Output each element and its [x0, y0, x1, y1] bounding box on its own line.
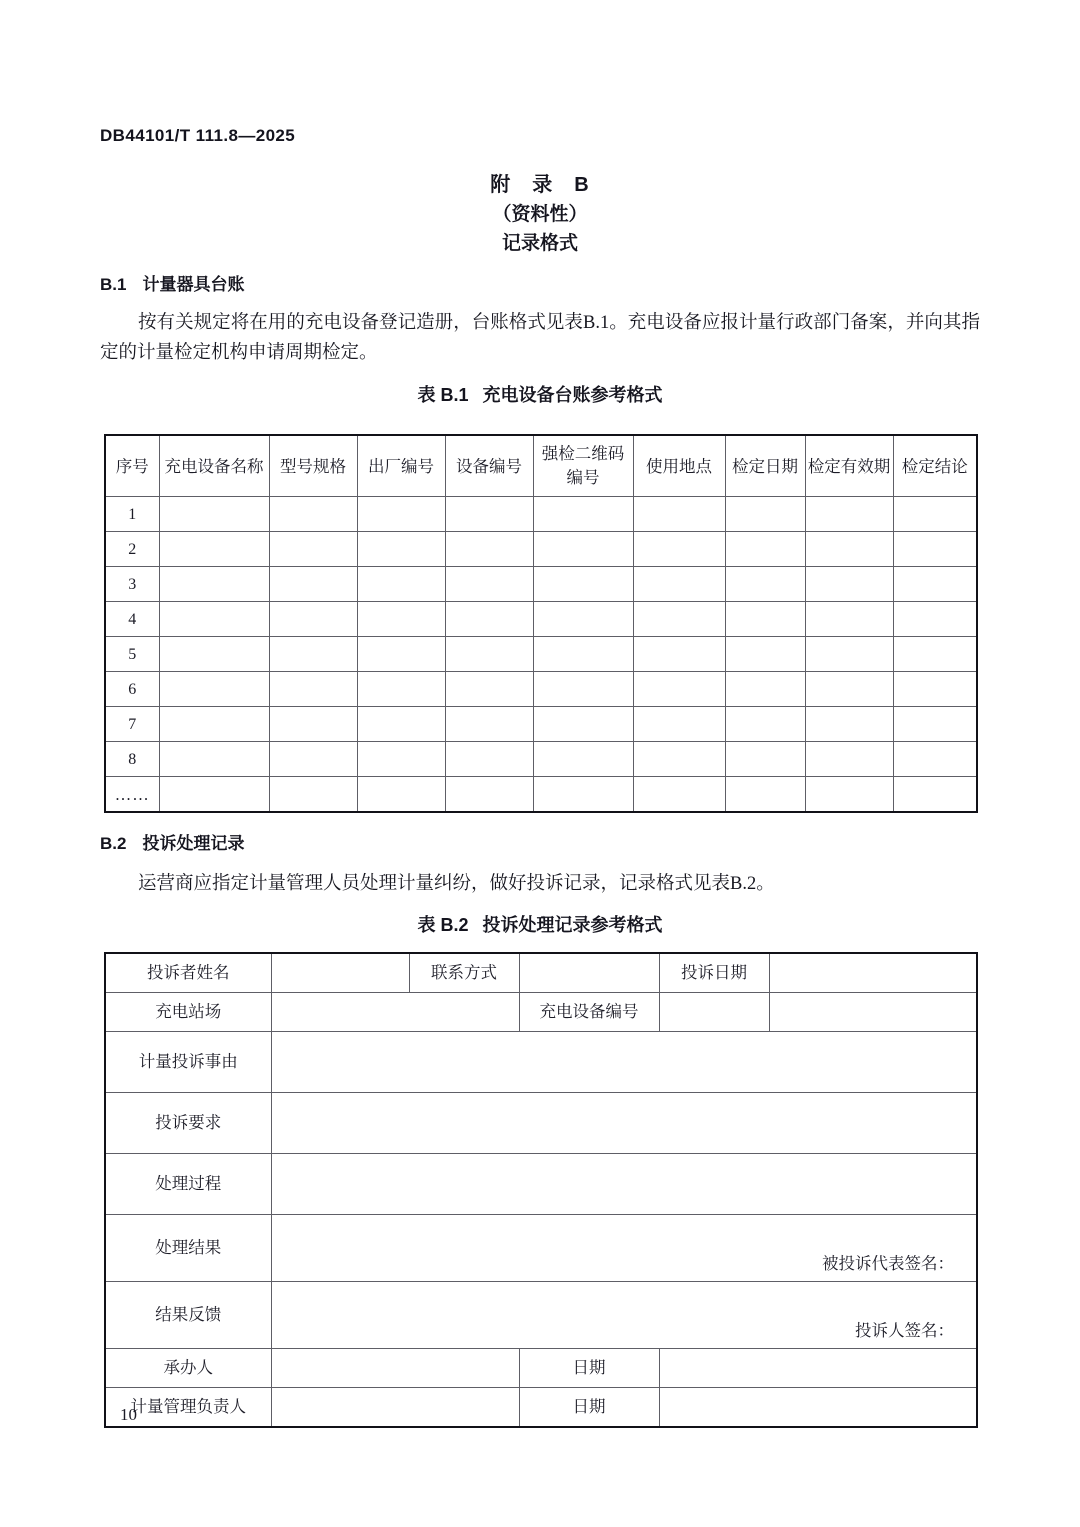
cell-device-name[interactable] [159, 707, 269, 742]
label-feedback: 结果反馈 [105, 1282, 271, 1349]
complaint-process-row [105, 1154, 977, 1215]
cell-verify-date[interactable] [725, 497, 805, 532]
cell-factory-no[interactable] [357, 777, 445, 813]
cell-location[interactable] [633, 707, 725, 742]
table-b1-caption-title: 充电设备台账参考格式 [482, 385, 663, 405]
cell-location[interactable] [633, 602, 725, 637]
cell-verify-date[interactable] [725, 707, 805, 742]
row-index: 4 [105, 602, 159, 637]
cell-factory-no[interactable] [357, 707, 445, 742]
row-index: 7 [105, 707, 159, 742]
clause-number-b1: B.1 [100, 275, 127, 294]
value-manager-date[interactable] [659, 1388, 977, 1428]
cell-qr-code-no[interactable] [533, 497, 633, 532]
table-row [105, 602, 977, 637]
cell-validity[interactable] [805, 532, 893, 567]
value-device-no[interactable] [659, 993, 769, 1032]
cell-validity[interactable] [805, 672, 893, 707]
cell-model-spec[interactable] [269, 602, 357, 637]
value-device-no-extra[interactable] [769, 993, 977, 1032]
table-b2-caption-label: 表 B.2 [417, 915, 469, 935]
cell-device-name[interactable] [159, 672, 269, 707]
complaint-result-row [105, 1215, 977, 1282]
cell-validity[interactable] [805, 602, 893, 637]
col-header-conclusion: 检定结论 [893, 435, 977, 497]
cell-validity[interactable] [805, 497, 893, 532]
annex-title-block [0, 170, 1080, 259]
cell-verify-date[interactable] [725, 672, 805, 707]
complaint-reason-row [105, 1032, 977, 1093]
cell-device-name[interactable] [159, 742, 269, 777]
page-number: 10 [120, 1405, 137, 1424]
col-header-verify-date: 检定日期 [725, 435, 805, 497]
value-manager[interactable] [271, 1388, 519, 1428]
value-contact[interactable] [519, 953, 659, 993]
handler-row [105, 1349, 977, 1388]
cell-qr-code-no[interactable] [533, 567, 633, 602]
cell-validity[interactable] [805, 637, 893, 672]
cell-location[interactable] [633, 637, 725, 672]
cell-device-name[interactable] [159, 532, 269, 567]
table-row [105, 742, 977, 777]
cell-model-spec[interactable] [269, 672, 357, 707]
cell-conclusion[interactable] [893, 497, 977, 532]
annex-name: 记录格式 [501, 233, 578, 254]
cell-validity[interactable] [805, 707, 893, 742]
table-row [105, 532, 977, 567]
manager-row [105, 1388, 977, 1428]
complaint-feedback-row [105, 1282, 977, 1349]
label-station: 充电站场 [105, 993, 271, 1032]
cell-conclusion[interactable] [893, 707, 977, 742]
col-header-index: 序号 [105, 435, 159, 497]
value-process[interactable] [271, 1154, 977, 1215]
cell-verify-date[interactable] [725, 602, 805, 637]
label-manager: 计量管理负责人 [105, 1388, 271, 1428]
complaint-record-table [104, 952, 978, 1428]
cell-model-spec[interactable] [269, 742, 357, 777]
clause-title-b1: 计量器具台账 [142, 275, 245, 294]
cell-location[interactable] [633, 532, 725, 567]
cell-device-no[interactable] [445, 777, 533, 813]
paragraph-b2: 运营商应指定计量管理人员处理计量纠纷，做好投诉记录，记录格式见表B.2。 [138, 874, 775, 894]
cell-model-spec[interactable] [269, 707, 357, 742]
value-station[interactable] [271, 993, 519, 1032]
cell-factory-no[interactable] [357, 532, 445, 567]
cell-device-no[interactable] [445, 742, 533, 777]
col-header-factory-no: 出厂编号 [357, 435, 445, 497]
label-request: 投诉要求 [105, 1093, 271, 1154]
col-header-qr-line1: 强检二维码 [541, 444, 625, 463]
cell-model-spec[interactable] [269, 777, 357, 813]
cell-model-spec[interactable] [269, 637, 357, 672]
cell-location[interactable] [633, 742, 725, 777]
paragraph-b1: 按有关规定将在用的充电设备登记造册，台账格式见表B.1。充电设备应报计量行政部门备案，并向其指定的计量检定机构申请周期检定。 [100, 313, 980, 363]
table-row [105, 637, 977, 672]
cell-device-no[interactable] [445, 637, 533, 672]
label-complaint-date: 投诉日期 [659, 953, 769, 993]
cell-location[interactable] [633, 497, 725, 532]
value-handler-date[interactable] [659, 1349, 977, 1388]
col-header-device-no: 设备编号 [445, 435, 533, 497]
label-manager-date: 日期 [519, 1388, 659, 1428]
cell-qr-code-no[interactable] [533, 777, 633, 813]
value-complainant-name[interactable] [271, 953, 409, 993]
label-handler: 承办人 [105, 1349, 271, 1388]
cell-conclusion[interactable] [893, 602, 977, 637]
cell-verify-date[interactable] [725, 777, 805, 813]
cell-device-no[interactable] [445, 672, 533, 707]
standard-number-header: DB44101/T 111.8—2025 [100, 126, 296, 145]
cell-verify-date[interactable] [725, 532, 805, 567]
cell-device-no[interactable] [445, 497, 533, 532]
row-index-ellipsis: …… [105, 777, 159, 813]
cell-model-spec[interactable] [269, 567, 357, 602]
cell-factory-no[interactable] [357, 602, 445, 637]
cell-device-name[interactable] [159, 567, 269, 602]
cell-model-spec[interactable] [269, 497, 357, 532]
cell-device-name[interactable] [159, 637, 269, 672]
cell-device-no[interactable] [445, 707, 533, 742]
table-b2-caption [0, 911, 1080, 937]
cell-validity[interactable] [805, 567, 893, 602]
col-header-device-name: 充电设备名称 [159, 435, 269, 497]
col-header-qr-code-no [533, 435, 633, 497]
cell-location[interactable] [633, 567, 725, 602]
cell-conclusion[interactable] [893, 777, 977, 813]
row-index: 8 [105, 742, 159, 777]
value-handler[interactable] [271, 1349, 519, 1388]
label-device-no: 充电设备编号 [519, 993, 659, 1032]
table-b1-caption [0, 381, 1080, 407]
cell-verify-date[interactable] [725, 742, 805, 777]
annex-nature: （资料性） [492, 204, 588, 225]
row-index: 2 [105, 532, 159, 567]
cell-conclusion[interactable] [893, 567, 977, 602]
cell-factory-no[interactable] [357, 567, 445, 602]
cell-qr-code-no[interactable] [533, 602, 633, 637]
table-b1-header-row [105, 435, 977, 497]
cell-factory-no[interactable] [357, 742, 445, 777]
table-row [105, 672, 977, 707]
cell-factory-no[interactable] [357, 672, 445, 707]
signature-respondent-representative[interactable]: 被投诉代表签名： [271, 1215, 977, 1282]
row-index: 3 [105, 567, 159, 602]
label-result: 处理结果 [105, 1215, 271, 1282]
cell-qr-code-no[interactable] [533, 672, 633, 707]
label-process: 处理过程 [105, 1154, 271, 1215]
cell-qr-code-no[interactable] [533, 637, 633, 672]
col-header-qr-line2: 编号 [566, 468, 600, 487]
table-b2-caption-title: 投诉处理记录参考格式 [482, 915, 663, 935]
cell-verify-date[interactable] [725, 567, 805, 602]
label-reason: 计量投诉事由 [105, 1032, 271, 1093]
complaint-station-row [105, 993, 977, 1032]
cell-conclusion[interactable] [893, 637, 977, 672]
cell-device-name[interactable] [159, 602, 269, 637]
cell-location[interactable] [633, 777, 725, 813]
clause-heading-b1 [100, 270, 244, 295]
cell-device-name[interactable] [159, 497, 269, 532]
cell-qr-code-no[interactable] [533, 742, 633, 777]
signature-complainant[interactable]: 投诉人签名： [271, 1282, 977, 1349]
clause-number-b2: B.2 [100, 834, 127, 853]
cell-qr-code-no[interactable] [533, 532, 633, 567]
annex-title: 附 录 B [490, 174, 590, 196]
cell-qr-code-no[interactable] [533, 707, 633, 742]
clause-heading-b2 [100, 829, 244, 854]
cell-conclusion[interactable] [893, 742, 977, 777]
cell-device-no[interactable] [445, 567, 533, 602]
row-index: 1 [105, 497, 159, 532]
cell-device-no[interactable] [445, 602, 533, 637]
value-reason[interactable] [271, 1032, 977, 1093]
table-row [105, 497, 977, 532]
cell-factory-no[interactable] [357, 637, 445, 672]
table-row [105, 777, 977, 813]
row-index: 6 [105, 672, 159, 707]
col-header-validity: 检定有效期 [805, 435, 893, 497]
cell-model-spec[interactable] [269, 532, 357, 567]
col-header-model-spec: 型号规格 [269, 435, 357, 497]
label-handler-date: 日期 [519, 1349, 659, 1388]
value-complaint-date[interactable] [769, 953, 977, 993]
cell-location[interactable] [633, 672, 725, 707]
cell-conclusion[interactable] [893, 532, 977, 567]
complaint-identity-row [105, 953, 977, 993]
equipment-ledger-table [104, 434, 978, 813]
cell-validity[interactable] [805, 742, 893, 777]
cell-device-name[interactable] [159, 777, 269, 813]
clause-title-b2: 投诉处理记录 [142, 834, 245, 853]
row-index: 5 [105, 637, 159, 672]
value-request[interactable] [271, 1093, 977, 1154]
cell-conclusion[interactable] [893, 672, 977, 707]
table-row [105, 567, 977, 602]
cell-device-no[interactable] [445, 532, 533, 567]
table-row [105, 707, 977, 742]
complaint-request-row [105, 1093, 977, 1154]
cell-validity[interactable] [805, 777, 893, 813]
cell-verify-date[interactable] [725, 637, 805, 672]
cell-factory-no[interactable] [357, 497, 445, 532]
label-complainant-name: 投诉者姓名 [105, 953, 271, 993]
table-b1-caption-label: 表 B.1 [417, 385, 469, 405]
col-header-location: 使用地点 [633, 435, 725, 497]
label-contact: 联系方式 [409, 953, 519, 993]
